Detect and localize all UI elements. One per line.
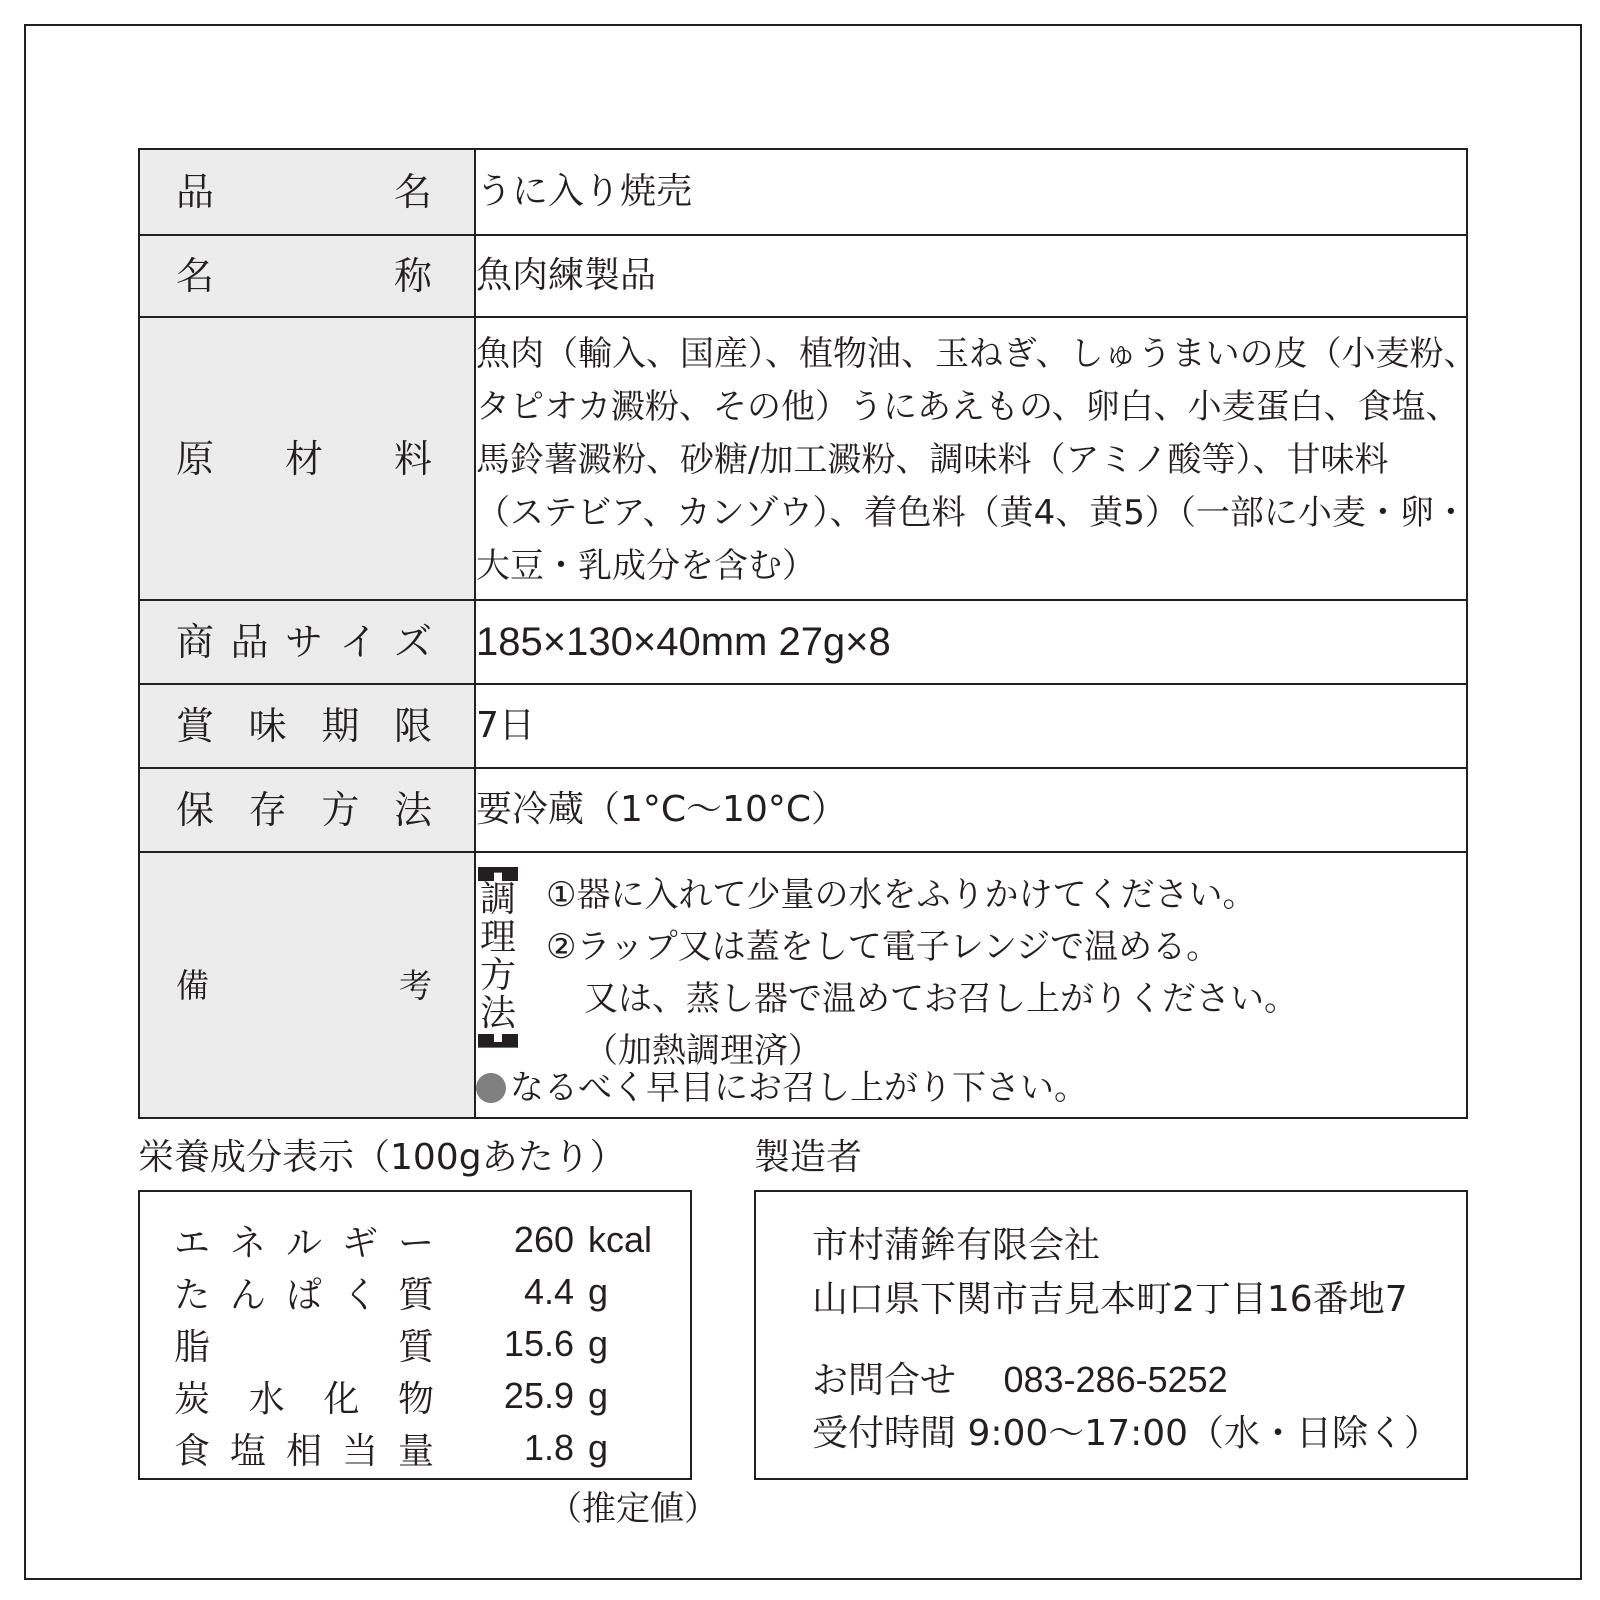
spec-label-cell <box>139 317 475 600</box>
label-char: 期 <box>321 704 360 748</box>
nutrient-value: 25.9 <box>503 1375 574 1416</box>
nutrient-char: 炭 <box>174 1378 211 1420</box>
spec-row-ingredients <box>139 317 1467 600</box>
contact-line <box>812 1359 1228 1401</box>
method-step: （加熱調理済） <box>584 1031 822 1071</box>
nutrient-value: 1.8 <box>523 1427 574 1468</box>
nutrient-char: 量 <box>397 1430 434 1472</box>
nutrition-row <box>174 1318 609 1370</box>
spec-row-size <box>139 600 1467 684</box>
nutrient-char: 化 <box>323 1378 360 1420</box>
label-storage <box>140 788 474 832</box>
remark-line <box>476 1063 1088 1113</box>
nutrient-char: 水 <box>248 1378 285 1420</box>
label-best-before <box>140 704 474 748</box>
ingredients-line: 馬鈴薯澱粉、砂糖/加工澱粉、調味料（アミノ酸等）、甘味料 <box>476 440 1389 480</box>
label-size <box>140 620 474 664</box>
remark-text: なるべく早目にお召し上がり下さい。 <box>510 1068 1088 1108</box>
product-spec-table <box>138 148 1478 1119</box>
value-product-name: うに入り焼売 <box>476 171 693 212</box>
label-char: 法 <box>393 788 432 832</box>
label-notes <box>140 965 474 1005</box>
nutrient-char: ギ <box>341 1222 378 1264</box>
manufacturer-title: 製造者 <box>754 1137 863 1178</box>
method-tag-char: 理 <box>479 917 516 959</box>
spec-row-category <box>139 235 1467 317</box>
spec-row-notes <box>139 852 1467 1118</box>
method-step: ①器に入れて少量の水をふりかけてください。 <box>546 875 1257 915</box>
notes-content <box>476 853 1466 1117</box>
nutrition-row <box>174 1214 653 1266</box>
method-tag-char: 方 <box>479 955 516 997</box>
nutrient-unit: g <box>588 1427 609 1468</box>
spec-row-best-before <box>139 684 1467 768</box>
nutrient-unit: g <box>588 1323 609 1364</box>
cooking-method-tag <box>476 867 520 1048</box>
spec-value-cell <box>475 149 1467 235</box>
spec-value-cell <box>475 684 1467 768</box>
label-ingredients <box>140 436 474 481</box>
label-char: サ <box>284 620 323 664</box>
ingredients-list <box>476 318 1478 599</box>
method-step: 又は、蒸し器で温めてお召し上がりください。 <box>584 979 1298 1019</box>
spec-label-cell <box>139 149 475 235</box>
nutrient-unit: kcal <box>588 1219 653 1260</box>
value-category: 魚肉練製品 <box>476 255 657 296</box>
nutrient-unit: g <box>588 1271 609 1312</box>
spec-value-cell <box>475 768 1467 852</box>
nutrition-row <box>174 1422 609 1474</box>
ingredients-line: （ステビア、カンゾウ）、着色料（黄4、黄5）（一部に小麦・卵・ <box>476 493 1468 533</box>
nutrient-char: ん <box>229 1274 266 1316</box>
method-step: ②ラップ又は蓋をして電子レンジで温める。 <box>546 927 1221 967</box>
company-address: 山口県下関市吉見本町2丁目16番地7 <box>812 1279 1408 1320</box>
nutrient-char: 当 <box>341 1430 378 1472</box>
bracket-bottom-icon <box>478 1034 518 1048</box>
label-char: 方 <box>321 788 360 832</box>
cooking-method-steps <box>546 869 1298 1077</box>
spec-value-cell <box>475 852 1467 1118</box>
nutrition-title: 栄養成分表示（100gあたり） <box>138 1137 626 1178</box>
label-char: 称 <box>393 254 432 298</box>
nutrition-row <box>174 1370 609 1422</box>
nutrient-char: 食 <box>174 1430 211 1472</box>
nutrient-name <box>174 1267 434 1318</box>
value-storage: 要冷蔵（1°C〜10°C） <box>476 789 847 830</box>
spec-label-cell <box>139 768 475 852</box>
label-char: 名 <box>393 170 432 214</box>
label-char: 備 <box>176 965 209 1005</box>
company-name: 市村蒲鉾有限会社 <box>812 1225 1101 1266</box>
method-tag-char: 法 <box>479 993 516 1035</box>
nutrient-char: エ <box>174 1222 211 1264</box>
nutrient-name <box>174 1215 434 1266</box>
nutrient-char: 脂 <box>174 1326 211 1368</box>
nutrient-char: く <box>341 1274 378 1316</box>
bullet-circle-icon <box>476 1073 506 1103</box>
spec-label-cell <box>139 684 475 768</box>
nutrient-char: ー <box>397 1222 434 1264</box>
value-best-before: 7日 <box>476 705 535 746</box>
nutrient-char: 相 <box>285 1430 322 1472</box>
nutrition-row <box>174 1266 609 1318</box>
nutrient-name <box>174 1423 434 1474</box>
nutrition-box <box>138 1190 692 1480</box>
spec-value-cell <box>475 600 1467 684</box>
label-char: ズ <box>393 620 432 664</box>
nutrient-unit: g <box>588 1375 609 1416</box>
label-char: 商 <box>176 620 215 664</box>
method-tag-char: 調 <box>479 879 516 920</box>
label-char: 品 <box>230 620 269 664</box>
nutrient-value: 260 <box>513 1219 574 1260</box>
contact-phone: 083-286-5252 <box>1003 1359 1228 1400</box>
ingredients-line: タピオカ澱粉、その他）うにあえもの、卵白、小麦蛋白、食塩、 <box>476 387 1460 427</box>
label-char: 考 <box>399 965 432 1005</box>
nutrient-char: 塩 <box>229 1430 266 1472</box>
nutrient-value: 4.4 <box>523 1271 574 1312</box>
label-char: 限 <box>393 704 432 748</box>
contact-label: お問合せ <box>812 1360 957 1401</box>
manufacturer-box <box>754 1190 1468 1480</box>
nutrient-char: た <box>174 1274 211 1316</box>
business-hours: 受付時間 9:00〜17:00（水・日除く） <box>812 1413 1441 1454</box>
nutrient-char: ぱ <box>285 1274 322 1316</box>
nutrient-name <box>174 1319 434 1370</box>
nutrient-char: 質 <box>397 1326 434 1368</box>
spec-value-cell <box>475 235 1467 317</box>
nutrient-name <box>174 1371 434 1422</box>
label-char: 保 <box>176 788 215 832</box>
label-category <box>140 254 474 298</box>
spec-value-cell <box>475 317 1478 600</box>
spec-label-cell <box>139 852 475 1118</box>
label-char: 存 <box>248 788 287 832</box>
nutrient-char: 質 <box>397 1274 434 1316</box>
nutrient-value: 15.6 <box>503 1323 574 1364</box>
spec-row-product-name <box>139 149 1467 235</box>
label-char: 名 <box>176 254 215 298</box>
spec-label-cell <box>139 235 475 317</box>
label-char: 味 <box>248 704 287 748</box>
label-char: 原 <box>176 436 215 481</box>
nutrient-char: 物 <box>397 1378 434 1420</box>
label-product-name <box>140 170 474 214</box>
spec-row-storage <box>139 768 1467 852</box>
estimated-value-note: （推定値） <box>548 1489 718 1529</box>
label-char: 材 <box>284 436 323 481</box>
label-char: 料 <box>393 436 432 481</box>
spec-label-cell <box>139 600 475 684</box>
ingredients-line: 大豆・乳成分を含む） <box>476 546 816 586</box>
nutrient-char: ル <box>285 1222 322 1264</box>
ingredients-line: 魚肉（輸入、国産）、植物油、玉ねぎ、しゅうまいの皮（小麦粉、 <box>476 334 1478 374</box>
value-size: 185×130×40mm 27g×8 <box>476 620 891 664</box>
label-char: イ <box>339 620 378 664</box>
label-char: 品 <box>176 170 215 214</box>
nutrient-char: ネ <box>229 1222 266 1264</box>
label-char: 賞 <box>176 704 215 748</box>
